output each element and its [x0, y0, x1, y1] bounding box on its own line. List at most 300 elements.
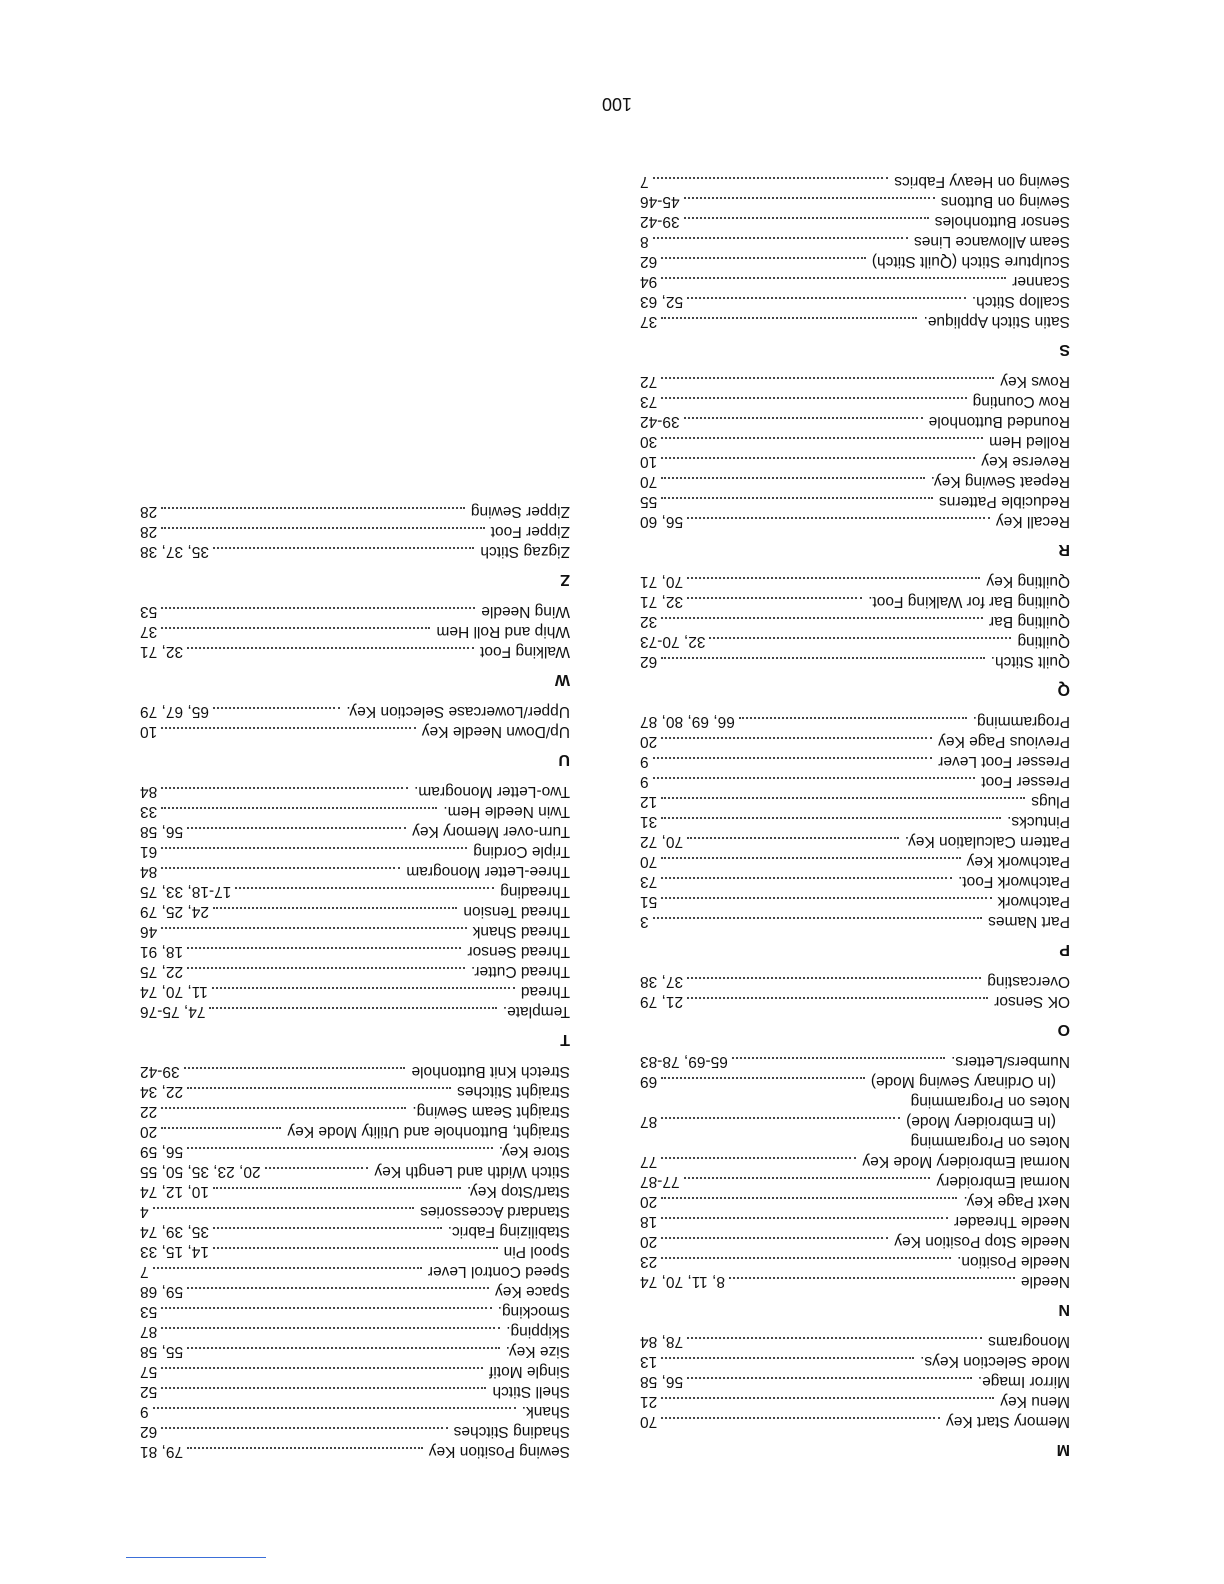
entry-term: Normal Embroidery — [936, 1173, 1070, 1190]
entry-term: Notes on Programming — [910, 1133, 1070, 1150]
entry-term: Shading Stitches — [453, 1423, 570, 1440]
entry-pages: 22, 75 — [140, 963, 184, 980]
index-entry — [640, 730, 1070, 750]
entry-term: Previous Page Key — [938, 733, 1070, 750]
index-entry — [640, 450, 1070, 470]
dot-leader — [187, 967, 465, 969]
index-entry — [640, 1170, 1070, 1190]
index-entry — [640, 1250, 1070, 1270]
dot-leader — [687, 597, 862, 599]
section-letter: T — [560, 1031, 570, 1048]
section-letter: O — [1057, 1021, 1070, 1038]
entry-pages: 53 — [140, 603, 158, 620]
index-entry — [140, 1280, 570, 1300]
page-number: 100 — [601, 94, 632, 114]
entry-term: Triple Cording — [473, 843, 570, 860]
dot-leader — [710, 637, 1012, 639]
entry-pages: 9 — [640, 773, 649, 790]
index-entry — [640, 830, 1070, 850]
section-letter: Q — [1057, 681, 1070, 698]
dot-leader — [661, 377, 994, 379]
entry-pages: 84 — [140, 863, 158, 880]
entry-pages: 70 — [640, 853, 658, 870]
entry-term: Sculpture Stitch (Quilt Stitch) — [871, 253, 1070, 270]
dot-leader — [661, 477, 924, 479]
entry-term: Rows Key — [1000, 373, 1070, 390]
entry-pages: 28 — [140, 503, 158, 520]
entry-pages: 31 — [640, 813, 658, 830]
entry-pages: 46 — [140, 923, 158, 940]
dot-leader — [661, 1197, 957, 1199]
dot-leader — [684, 1177, 931, 1179]
entry-pages: 72 — [640, 373, 658, 390]
entry-pages: 37 — [140, 623, 158, 640]
index-entry — [140, 1380, 570, 1400]
entry-term: Whip and Roll Hem — [436, 623, 570, 640]
index-entry — [140, 1060, 570, 1080]
dot-leader — [661, 1357, 914, 1359]
entry-term: Space Key — [495, 1283, 570, 1300]
entry-term: Seam Allowance Lines — [914, 233, 1070, 250]
entry-term: Wing Needle — [481, 603, 570, 620]
entry-pages: 65-69, 78-83 — [640, 1053, 728, 1070]
index-entry — [140, 1220, 570, 1240]
section-letter: N — [1058, 1301, 1070, 1318]
entry-term: Needle Threader — [953, 1213, 1070, 1230]
entry-pages: 20, 23, 35, 50, 55 — [140, 1163, 261, 1180]
index-entry — [640, 570, 1070, 590]
dot-leader — [661, 817, 1001, 819]
index-entry — [140, 800, 570, 820]
dot-leader — [161, 627, 430, 629]
entry-term: Presser Foot — [981, 773, 1070, 790]
index-entry — [640, 470, 1070, 490]
section-letter: U — [558, 751, 570, 768]
index-entry — [640, 890, 1070, 910]
dot-leader — [687, 1377, 972, 1379]
entry-pages: 94 — [640, 273, 658, 290]
entry-term: Reducible Patterns — [939, 493, 1070, 510]
entry-pages: 20 — [640, 1233, 658, 1250]
entry-pages: 32 — [640, 613, 658, 630]
entry-pages: 28 — [140, 523, 158, 540]
entry-term: Patchwork Key — [966, 853, 1070, 870]
index-entry — [140, 720, 570, 740]
entry-pages: 21, 79 — [640, 993, 684, 1010]
dot-leader — [653, 777, 976, 779]
dot-leader — [161, 1307, 491, 1309]
entry-term: Repeat Sewing Key. — [930, 473, 1070, 490]
entry-pages: 52, 63 — [640, 293, 684, 310]
dot-leader — [161, 847, 467, 849]
entry-pages: 73 — [640, 873, 658, 890]
dot-leader — [661, 437, 983, 439]
entry-pages: 13 — [640, 1353, 658, 1370]
entry-pages: 73 — [640, 393, 658, 410]
entry-term: Upper/Lowercase Selection Key. — [346, 703, 570, 720]
index-entry — [640, 510, 1070, 530]
entry-term: Stretch Knit Buttonhole — [411, 1063, 570, 1080]
entry-pages: 77-87 — [640, 1173, 680, 1190]
index-entry — [640, 190, 1070, 210]
entry-term: Stabilizing Fabric. — [447, 1223, 570, 1240]
entry-pages: 3 — [640, 913, 649, 930]
entry-pages: 12 — [640, 793, 658, 810]
section-letter: S — [1059, 341, 1070, 358]
dot-leader — [684, 217, 929, 219]
dot-leader — [265, 1167, 369, 1169]
entry-pages: 22 — [140, 1103, 158, 1120]
dot-leader — [187, 647, 474, 649]
entry-pages: 4 — [140, 1203, 149, 1220]
index-entry — [140, 700, 570, 720]
entry-term: Straight, Buttonhole and Utility Mode Key — [287, 1123, 570, 1140]
index-entry — [140, 860, 570, 880]
index-entry — [140, 1320, 570, 1340]
entry-term: Memory Start Key — [945, 1413, 1070, 1430]
index-entry — [640, 270, 1070, 290]
footer-rule — [126, 1557, 266, 1558]
entry-term: Satin Stitch Applique. — [923, 313, 1070, 330]
index-entry — [640, 1390, 1070, 1410]
index-entry — [640, 1410, 1070, 1430]
entry-pages: 70, 72 — [640, 833, 684, 850]
entry-pages: 65, 67, 79 — [140, 703, 209, 720]
section-letter: R — [1058, 541, 1070, 558]
entry-term: Standard Accessories — [420, 1203, 570, 1220]
index-entry — [140, 1140, 570, 1160]
entry-pages: 11, 70, 74 — [140, 983, 208, 1000]
dot-leader — [661, 457, 975, 459]
entry-pages: 10 — [640, 453, 658, 470]
entry-term: Speed Control Lever — [427, 1263, 570, 1280]
entry-pages: 18, 91 — [140, 943, 184, 960]
entry-pages: 55, 58 — [140, 1343, 184, 1360]
entry-term: Three-Letter Monogram — [406, 863, 570, 880]
entry-pages: 23 — [640, 1253, 658, 1270]
dot-leader — [161, 1127, 281, 1129]
index-entry — [140, 1360, 570, 1380]
index-entry — [640, 1110, 1070, 1130]
dot-leader — [161, 807, 437, 809]
index-entry — [140, 840, 570, 860]
dot-leader — [187, 1447, 423, 1449]
index-entry — [140, 1240, 570, 1260]
entry-pages: 17-18, 33, 75 — [140, 883, 232, 900]
entry-term: Shell Stitch — [492, 1383, 570, 1400]
index-entry — [140, 820, 570, 840]
dot-leader — [661, 497, 933, 499]
entry-pages: 57 — [140, 1363, 158, 1380]
entry-term: Straight Stitches — [457, 1083, 570, 1100]
dot-leader — [187, 947, 461, 949]
entry-term: Quilting Bar — [989, 613, 1070, 630]
entry-term: Store Key. — [498, 1143, 570, 1160]
entry-term: Pattern Calculation Key. — [904, 833, 1070, 850]
entry-term: Recall Key — [995, 513, 1070, 530]
index-entry — [640, 1090, 1070, 1110]
entry-pages: 69 — [640, 1073, 658, 1090]
entry-pages: 32, 70-73 — [640, 633, 706, 650]
entry-term: Skipping. — [506, 1323, 570, 1340]
entry-pages: 61 — [140, 843, 158, 860]
index-entry — [640, 290, 1070, 310]
entry-pages: 66, 69, 80, 87 — [640, 713, 735, 730]
index-entry — [640, 970, 1070, 990]
dot-leader — [235, 887, 494, 889]
index-entry — [640, 210, 1070, 230]
index-entry — [640, 430, 1070, 450]
dot-leader — [213, 547, 474, 549]
index-entry — [140, 640, 570, 660]
dot-leader — [653, 177, 889, 179]
index-entry — [640, 790, 1070, 810]
dot-leader — [161, 867, 400, 869]
index-entry — [640, 370, 1070, 390]
entry-pages: 10 — [140, 723, 158, 740]
entry-term: Needle — [1020, 1273, 1070, 1290]
entry-pages: 39-42 — [140, 1063, 180, 1080]
entry-term: Thread Cutter. — [470, 963, 570, 980]
entry-term: Thread Sensor — [467, 943, 570, 960]
entry-term: Reverse Key — [981, 453, 1070, 470]
entry-pages: 87 — [140, 1323, 158, 1340]
dot-leader — [739, 717, 967, 719]
entry-pages: 62 — [140, 1423, 158, 1440]
index-entry — [640, 1370, 1070, 1390]
index-entry — [140, 920, 570, 940]
entry-term: Next Page Key. — [963, 1193, 1070, 1210]
index-entry — [640, 750, 1070, 770]
entry-term: Part Names — [988, 913, 1070, 930]
section-letter: P — [1059, 941, 1070, 958]
index-entry — [640, 1150, 1070, 1170]
dot-leader — [213, 907, 457, 909]
dot-leader — [653, 917, 983, 919]
entry-pages: 39-42 — [640, 413, 680, 430]
entry-term: Single Motif — [489, 1363, 570, 1380]
entry-term: Mirror Image. — [977, 1373, 1070, 1390]
dot-leader — [661, 1417, 940, 1419]
index-entry — [140, 900, 570, 920]
entry-pages: 79, 81 — [140, 1443, 184, 1460]
index-entry — [140, 1000, 570, 1020]
index-entry — [640, 990, 1070, 1010]
entry-pages: 56, 60 — [640, 513, 684, 530]
dot-leader — [210, 1007, 497, 1009]
entry-pages: 84 — [140, 783, 158, 800]
entry-term: (In Embroidery Mode) — [906, 1113, 1056, 1130]
entry-term: Zipper Sewing — [470, 503, 570, 520]
entry-pages: 14, 15, 33 — [140, 1243, 209, 1260]
entry-term: Spool Pin — [503, 1243, 570, 1260]
index-entry — [640, 650, 1070, 670]
entry-pages: 32, 71 — [140, 643, 184, 660]
index-entry — [640, 1350, 1070, 1370]
index-entry — [640, 1230, 1070, 1250]
entry-term: Quilt Stitch. — [990, 653, 1070, 670]
dot-leader — [661, 1117, 900, 1119]
entry-term: Pintucks. — [1007, 813, 1070, 830]
entry-pages: 7 — [140, 1263, 149, 1280]
index-entry — [640, 910, 1070, 930]
index-entry — [640, 1210, 1070, 1230]
dot-leader — [161, 1387, 486, 1389]
entry-pages: 20 — [140, 1123, 158, 1140]
entry-term: Quilting Key — [986, 573, 1070, 590]
dot-leader — [661, 857, 960, 859]
entry-term: Overcasting — [987, 973, 1070, 990]
entry-pages: 22, 34 — [140, 1083, 184, 1100]
entry-pages: 52 — [140, 1383, 158, 1400]
dot-leader — [661, 1077, 865, 1079]
index-entry — [140, 1300, 570, 1320]
dot-leader — [161, 527, 484, 529]
entry-pages: 18 — [640, 1213, 658, 1230]
entry-term: Sewing Position Key — [428, 1443, 570, 1460]
dot-leader — [187, 1147, 493, 1149]
entry-term: Rounded Buttonhole — [928, 413, 1070, 430]
index-entry — [640, 1130, 1070, 1150]
dot-leader — [661, 737, 932, 739]
entry-term: Row Counting — [972, 393, 1070, 410]
dot-leader — [687, 517, 990, 519]
dot-leader — [684, 197, 935, 199]
entry-pages: 35, 39, 74 — [140, 1223, 209, 1240]
entry-pages: 20 — [640, 1193, 658, 1210]
entry-pages: 56, 59 — [140, 1143, 184, 1160]
dot-leader — [161, 787, 408, 789]
index-entry — [640, 710, 1070, 730]
entry-term: Mode Selection Keys. — [920, 1353, 1070, 1370]
entry-term: Threading — [500, 883, 570, 900]
index-entry — [640, 1050, 1070, 1070]
index-entry — [140, 1100, 570, 1120]
entry-term: Turn-over Memory Key — [412, 823, 570, 840]
entry-pages: 53 — [140, 1303, 158, 1320]
dot-leader — [661, 1257, 951, 1259]
entry-term: Thread Shank — [472, 923, 570, 940]
entry-term: Twin Needle Hem. — [443, 803, 570, 820]
entry-term: OK Sensor — [994, 993, 1070, 1010]
dot-leader — [661, 1157, 856, 1159]
entry-term: Thread — [520, 983, 570, 1000]
dot-leader — [661, 257, 866, 259]
index-entry — [140, 1160, 570, 1180]
entry-pages: 51 — [640, 893, 658, 910]
index-entry — [640, 1070, 1070, 1090]
dot-leader — [184, 1067, 406, 1069]
entry-pages: 62 — [640, 253, 658, 270]
index-entry — [640, 250, 1070, 270]
index-entry — [140, 1120, 570, 1140]
index-entry — [640, 310, 1070, 330]
dot-leader — [661, 317, 917, 319]
dot-leader — [161, 727, 416, 729]
dot-leader — [187, 1287, 489, 1289]
index-entry — [640, 1190, 1070, 1210]
dot-leader — [661, 1397, 994, 1399]
dot-leader — [161, 1367, 483, 1369]
index-entry — [140, 1200, 570, 1220]
entry-term: Sewing on Buttons — [940, 193, 1070, 210]
index-entry — [640, 490, 1070, 510]
entry-pages: 37, 38 — [640, 973, 684, 990]
index-entry — [640, 1330, 1070, 1350]
section-letter: Z — [560, 571, 570, 588]
index-entry — [140, 520, 570, 540]
index-entry — [640, 810, 1070, 830]
section-letter: W — [554, 671, 570, 688]
dot-leader — [213, 1187, 461, 1189]
entry-term: Shank. — [521, 1403, 570, 1420]
dot-leader — [661, 877, 952, 879]
entry-term: Zigzag Stitch — [480, 543, 570, 560]
entry-term: Menu Key — [1000, 1393, 1070, 1410]
dot-leader — [684, 417, 923, 419]
dot-leader — [687, 997, 988, 999]
entry-pages: 8, 11, 70, 74 — [640, 1273, 726, 1290]
dot-leader — [732, 1057, 945, 1059]
dot-leader — [687, 977, 981, 979]
entry-term: Template. — [502, 1003, 570, 1020]
dot-leader — [213, 707, 340, 709]
entry-term: Patchwork Foot. — [958, 873, 1070, 890]
index-entry — [140, 780, 570, 800]
entry-pages: 70, 71 — [640, 573, 684, 590]
index-entry — [140, 1400, 570, 1420]
dot-leader — [187, 1087, 451, 1089]
dot-leader — [661, 617, 983, 619]
entry-pages: 10, 12, 74 — [140, 1183, 209, 1200]
entry-pages: 30 — [640, 433, 658, 450]
entry-pages: 59, 68 — [140, 1283, 184, 1300]
entry-pages: 56, 58 — [140, 823, 184, 840]
entry-pages: 39-42 — [640, 213, 680, 230]
index-entry — [640, 170, 1070, 190]
dot-leader — [161, 1427, 447, 1429]
entry-pages: 9 — [140, 1403, 149, 1420]
index-entry — [140, 1340, 570, 1360]
dot-leader — [729, 1277, 1015, 1279]
entry-pages: 24, 25, 79 — [140, 903, 209, 920]
entry-term: Sewing on Heavy Fabrics — [894, 173, 1070, 190]
entry-term: Needle Stop Position Key — [894, 1233, 1070, 1250]
dot-leader — [161, 607, 475, 609]
entry-term: Smocking. — [497, 1303, 570, 1320]
section-letter: M — [1056, 1441, 1070, 1458]
entry-term: (In Ordinary Sewing Mode) — [870, 1073, 1056, 1090]
dot-leader — [212, 987, 515, 989]
entry-term: Scallop Stitch. — [971, 293, 1070, 310]
dot-leader — [661, 1217, 948, 1219]
entry-pages: 7 — [640, 173, 649, 190]
entry-term: Numbers/Letters. — [951, 1053, 1070, 1070]
entry-term: Presser Foot Lever — [938, 753, 1070, 770]
entry-term: Normal Embroidery Mode Key — [862, 1153, 1070, 1170]
dot-leader — [653, 757, 933, 759]
index-entry — [140, 540, 570, 560]
entry-term: Two-Letter Monogram. — [414, 783, 570, 800]
dot-leader — [213, 1247, 498, 1249]
dot-leader — [153, 1267, 422, 1269]
entry-term: Stitch Width and Length Key — [374, 1163, 570, 1180]
index-entry — [140, 880, 570, 900]
dot-leader — [161, 1107, 406, 1109]
dot-leader — [661, 397, 966, 399]
entry-term: Zipper Foot — [490, 523, 570, 540]
entry-term: Straight Seam Sewing. — [412, 1103, 570, 1120]
